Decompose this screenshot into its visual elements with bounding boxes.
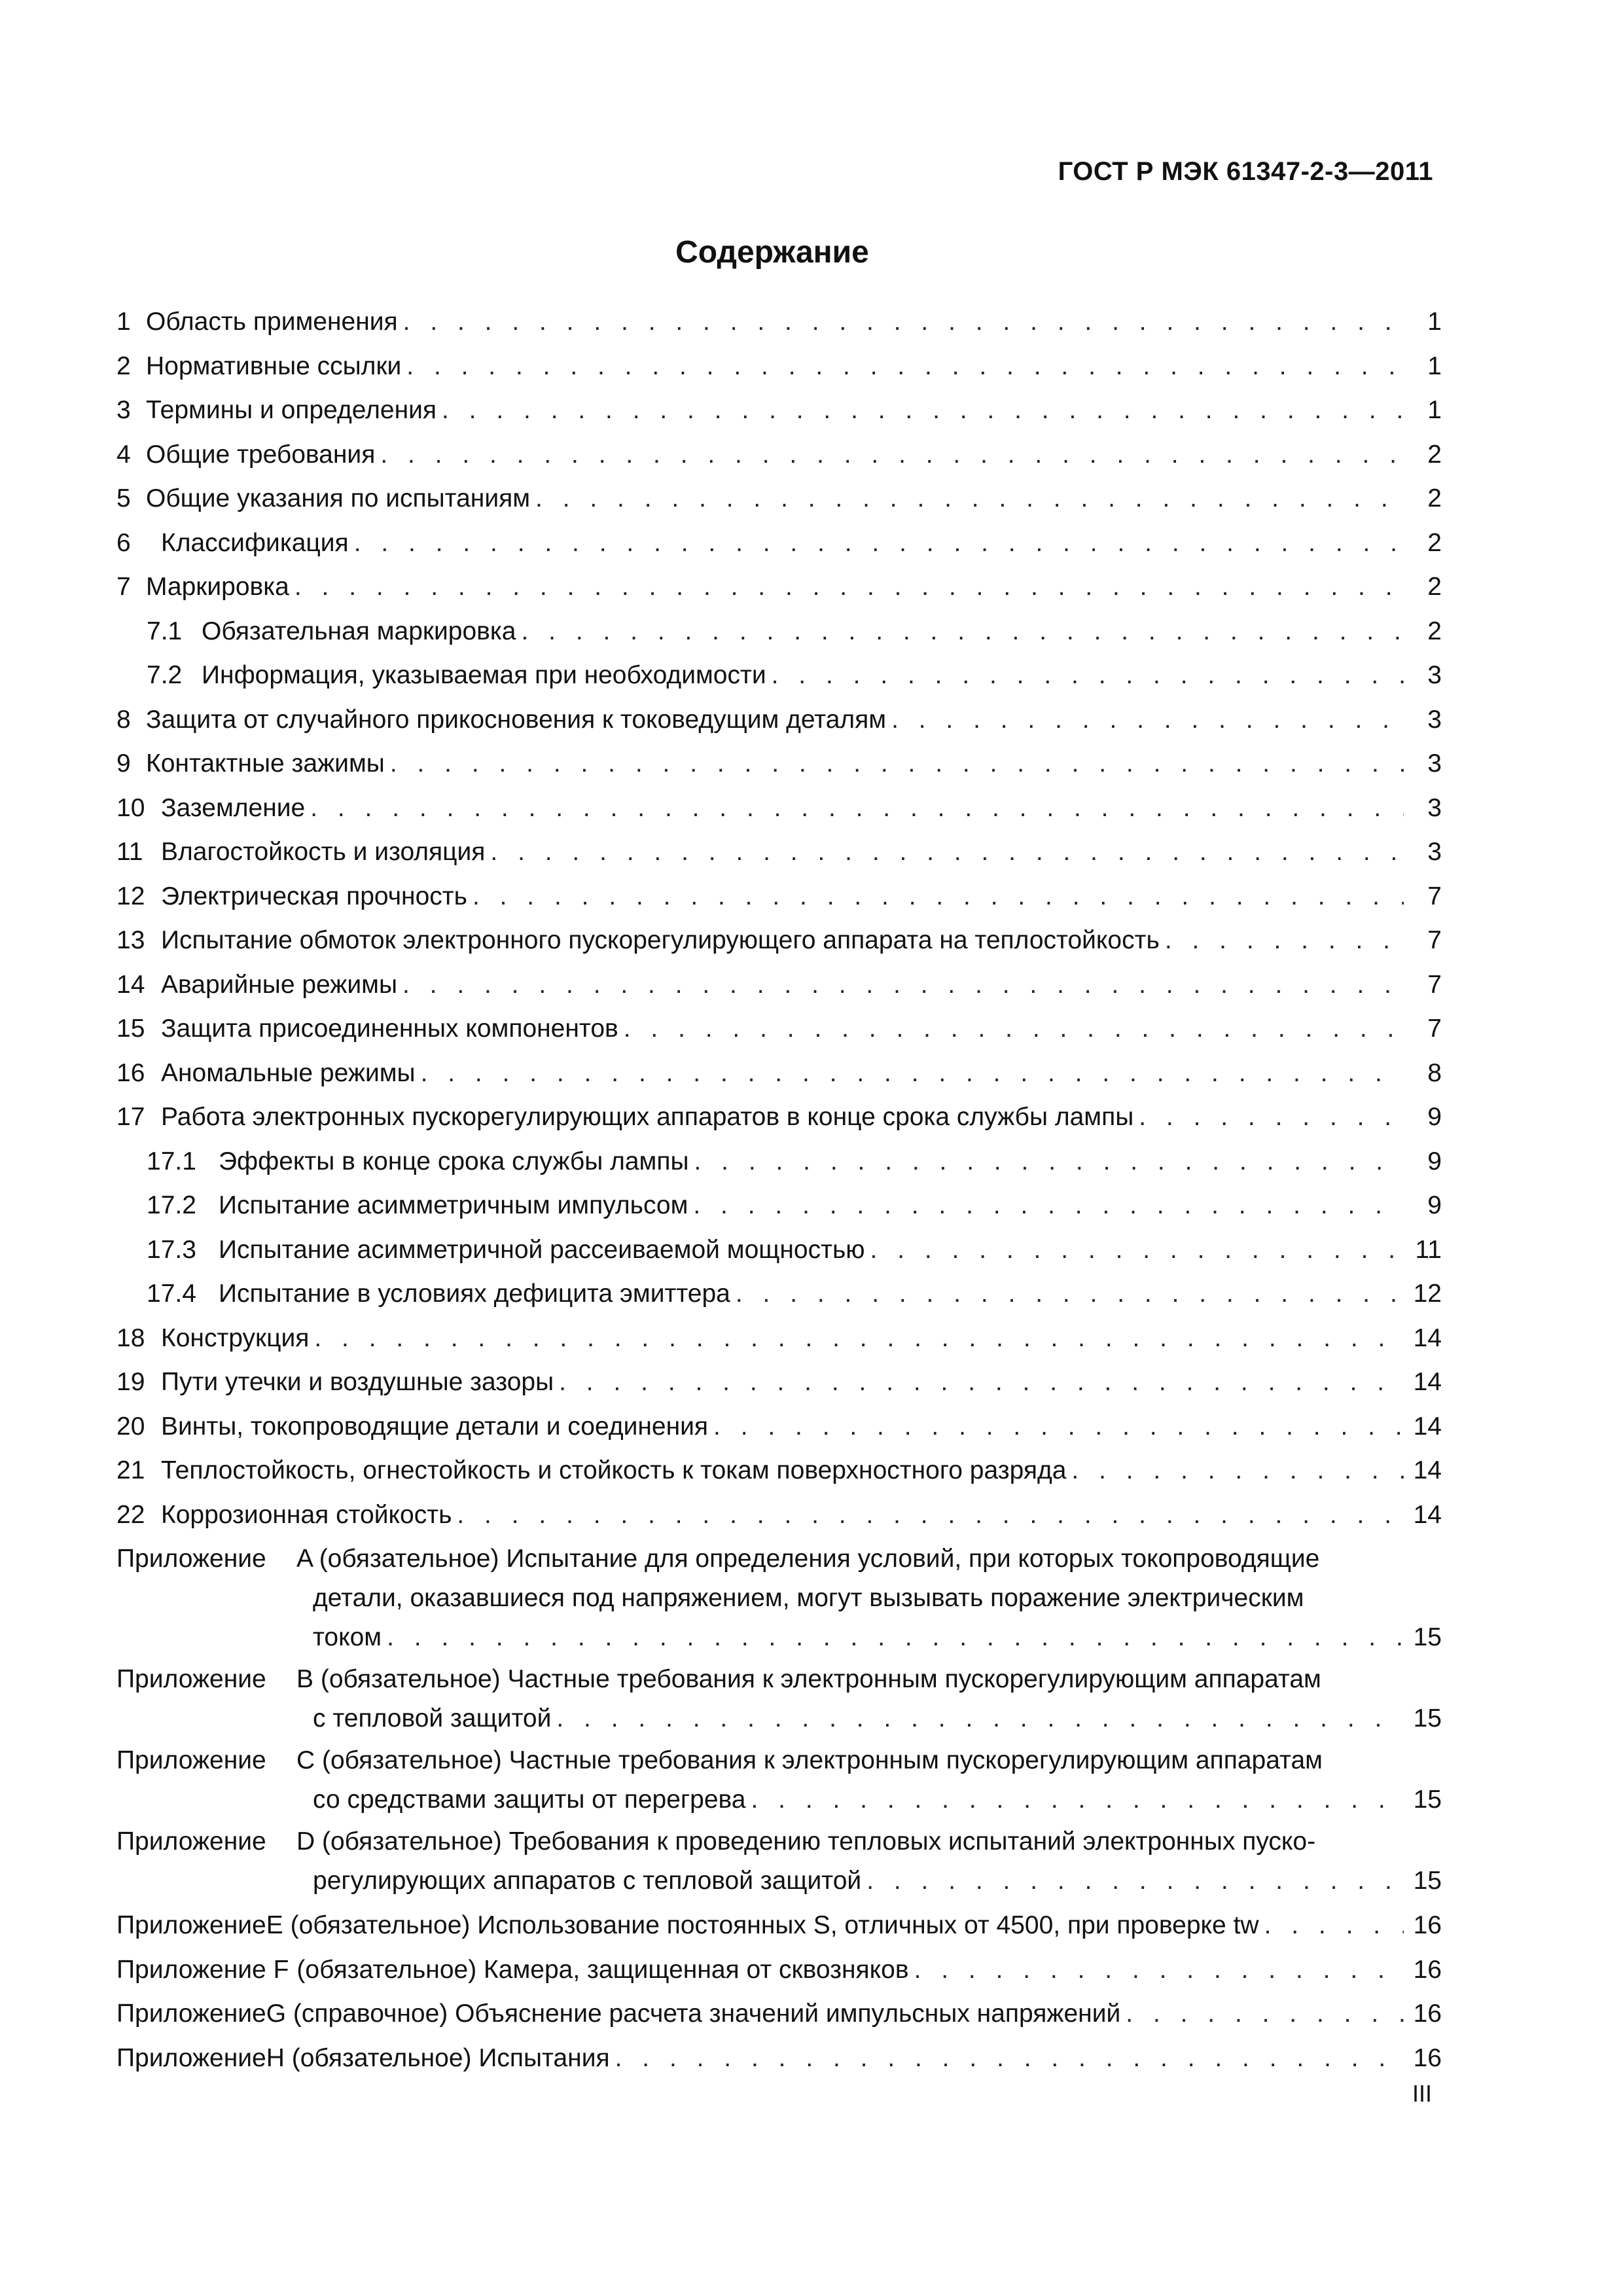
toc-entry-number: 17.1 <box>147 1147 196 1175</box>
dot-leader <box>891 698 1404 742</box>
appendix-page: 16 <box>1413 2000 1442 2028</box>
appendix-entry[interactable] <box>116 1992 1442 2036</box>
appendix-title-line: H (обязательное) Испытания <box>266 2043 610 2072</box>
toc-entry[interactable] <box>116 1095 1442 1139</box>
appendix-entry[interactable] <box>116 1903 1442 1948</box>
dot-leader <box>772 653 1404 698</box>
toc-entry-number: 22 <box>116 1500 145 1529</box>
appendix-label: Приложение <box>116 1911 266 1939</box>
appendix-title-line: C (обязательное) Частные требования к электронным пускорегулирующим аппаратам <box>296 1746 1323 1774</box>
toc-entry-title: Аварийные режимы <box>161 970 397 999</box>
appendix-page: 16 <box>1413 2043 1442 2072</box>
toc-entry-title: Влагостойкость и изоляция <box>161 838 486 866</box>
appendix-title-line: со средствами защиты от перегрева <box>313 1785 746 1814</box>
toc-entry-title: Защита от случайного прикосновения к токоведущим деталям <box>146 705 887 734</box>
toc-entry-page: 11 <box>1415 1235 1442 1264</box>
dot-leader <box>1165 918 1404 963</box>
toc-entry-page: 3 <box>1427 705 1442 734</box>
toc-entry-title: Обязательная маркировка <box>202 617 516 645</box>
toc-entry[interactable] <box>116 963 1442 1007</box>
toc-entry-title: Аномальные режимы <box>161 1058 416 1087</box>
toc-entry-title: Испытание асимметричным импульсом <box>219 1191 688 1219</box>
toc-entry-title: Коррозионная стойкость <box>161 1500 452 1529</box>
dot-leader <box>559 1360 1404 1405</box>
appendix-entry[interactable] <box>116 2036 1442 2081</box>
dot-leader <box>354 521 1404 565</box>
toc-entry-page: 2 <box>1427 440 1442 469</box>
dot-leader <box>693 1183 1404 1228</box>
toc-entry-number: 7.1 <box>147 617 183 645</box>
appendix-entry[interactable] <box>116 1822 1442 1901</box>
toc-entry-page: 12 <box>1413 1280 1442 1308</box>
toc-entry-page: 2 <box>1427 617 1442 645</box>
toc-entry-title: Теплостойкость, огнестойкость и стойкость к токам поверхностного разряда <box>161 1456 1067 1484</box>
toc-entry-title: Испытание асимметричной рассеиваемой мощностью <box>219 1235 865 1264</box>
toc-entry[interactable] <box>116 1007 1442 1051</box>
appendix-entry[interactable] <box>116 1948 1442 1992</box>
toc-entry-number: 3 <box>116 396 131 424</box>
toc-subentry[interactable] <box>116 1228 1442 1272</box>
toc-entry-page: 14 <box>1413 1323 1442 1352</box>
toc-entry[interactable] <box>116 1051 1442 1096</box>
toc-entry-number: 8 <box>116 705 131 734</box>
dot-leader <box>556 1699 1404 1738</box>
toc-entry[interactable] <box>116 344 1442 389</box>
toc-entry-page: 3 <box>1427 793 1442 822</box>
toc-entry-page: 7 <box>1427 926 1442 954</box>
toc-entry-page: 1 <box>1427 308 1442 336</box>
toc-entry-title: Термины и определения <box>146 396 437 424</box>
page-number: III <box>1412 2080 1432 2107</box>
toc-entry-page: 7 <box>1427 1014 1442 1043</box>
toc-entry-number: 6 <box>116 528 131 557</box>
dot-leader <box>615 2036 1404 2081</box>
dot-leader <box>490 830 1404 874</box>
appendix-label: Приложение <box>116 1545 266 1573</box>
toc-entry-title: Электрическая прочность <box>161 882 467 910</box>
toc-entry-page: 1 <box>1427 396 1442 424</box>
toc-entry[interactable] <box>116 565 1442 609</box>
toc-entry[interactable] <box>116 1448 1442 1493</box>
dot-leader <box>380 433 1404 477</box>
appendix-page: 15 <box>1413 1785 1442 1814</box>
toc-subentry[interactable] <box>116 1272 1442 1316</box>
dot-leader <box>694 1139 1404 1184</box>
appendix-page: 15 <box>1413 1704 1442 1732</box>
page-title: Содержание <box>675 235 869 270</box>
toc-entry-title: Нормативные ссылки <box>146 351 402 380</box>
toc-entry-title: Работа электронных пускорегулирующих аппаратов в конце срока службы лампы <box>161 1103 1134 1131</box>
document-code: ГОСТ Р МЭК 61347-2-3—2011 <box>1058 157 1433 186</box>
dot-leader <box>521 609 1404 654</box>
toc-entry-number: 1 <box>116 308 131 336</box>
toc-entry-number: 2 <box>116 351 131 380</box>
dot-leader <box>402 963 1404 1007</box>
toc-entry-number: 14 <box>116 970 145 999</box>
appendix-page: 15 <box>1413 1867 1442 1895</box>
toc-entry-page: 3 <box>1427 661 1442 689</box>
toc-entry[interactable] <box>116 698 1442 742</box>
toc-entry-number: 17.3 <box>147 1235 196 1264</box>
toc-entry-page: 14 <box>1413 1412 1442 1441</box>
dot-leader <box>421 1051 1404 1096</box>
dot-leader <box>457 1493 1404 1537</box>
toc-entry-page: 14 <box>1413 1456 1442 1484</box>
dot-leader <box>624 1007 1404 1051</box>
toc-entry-page: 14 <box>1413 1368 1442 1396</box>
toc-entry[interactable] <box>116 433 1442 477</box>
appendix-title-line: G (справочное) Объяснение расчета значений импульсных напряжений <box>266 2000 1121 2028</box>
toc-subentry[interactable] <box>116 1139 1442 1184</box>
appendix-label: Приложение <box>116 1827 266 1856</box>
toc-entry-page: 7 <box>1427 970 1442 999</box>
appendix-entry[interactable] <box>116 1539 1442 1657</box>
toc-entry-page: 7 <box>1427 882 1442 910</box>
toc-entry-title: Пути утечки и воздушные зазоры <box>161 1368 554 1396</box>
toc-entry-title: Испытание в условиях дефицита эмиттера <box>219 1280 730 1308</box>
toc-entry-title: Общие указания по испытаниям <box>146 484 531 512</box>
dot-leader <box>736 1272 1404 1316</box>
toc-subentry[interactable] <box>116 609 1442 654</box>
dot-leader <box>713 1405 1404 1449</box>
dot-leader <box>1264 1903 1404 1948</box>
dot-leader <box>473 874 1404 919</box>
dot-leader <box>442 388 1404 433</box>
appendix-title-line: B (обязательное) Частные требования к электронным пускорегулирующим аппаратам <box>296 1665 1321 1693</box>
appendix-title-line: E (обязательное) Использование постоянных S, отличных от 4500, при проверке tw <box>266 1911 1259 1939</box>
appendix-title-line: с тепловой защитой <box>313 1704 552 1732</box>
toc-entry-number: 4 <box>116 440 131 469</box>
toc-entry[interactable] <box>116 786 1442 831</box>
toc-entry[interactable] <box>116 918 1442 963</box>
dot-leader <box>387 1618 1404 1657</box>
dot-leader <box>1139 1095 1404 1139</box>
appendix-page: 16 <box>1413 1911 1442 1939</box>
dot-leader <box>535 476 1404 521</box>
toc-entry-page: 2 <box>1427 573 1442 601</box>
toc-entry[interactable] <box>116 874 1442 919</box>
toc-entry-title: Классификация <box>161 528 349 557</box>
toc-entry-number: 12 <box>116 882 145 910</box>
toc-entry-page: 2 <box>1427 528 1442 557</box>
toc-entry-number: 9 <box>116 749 131 778</box>
appendix-title-line: D (обязательное) Требования к проведению тепловых испытаний электронных пуско- <box>296 1827 1316 1856</box>
toc-entry[interactable] <box>116 830 1442 874</box>
toc-entry-title: Испытание обмоток электронного пускорегулирующего аппарата на теплостойкость <box>161 926 1160 954</box>
dot-leader <box>870 1228 1404 1272</box>
appendix-title-line: детали, оказавшиеся под напряжением, могут вызывать поражение электрическим <box>313 1584 1304 1612</box>
toc-entry-page: 3 <box>1427 838 1442 866</box>
appendix-page: 15 <box>1413 1623 1442 1651</box>
toc-entry-page: 9 <box>1427 1191 1442 1219</box>
toc-entry[interactable] <box>116 476 1442 521</box>
dot-leader <box>390 742 1404 786</box>
toc-entry[interactable] <box>116 742 1442 786</box>
toc-entry-number: 21 <box>116 1456 145 1484</box>
appendix-title-line: регулирующих аппаратов с тепловой защитой <box>313 1867 862 1895</box>
toc-entry-title: Маркировка <box>146 573 289 601</box>
toc-entry-title: Защита присоединенных компонентов <box>161 1014 618 1043</box>
toc-entry-page: 3 <box>1427 749 1442 778</box>
toc-entry-number: 17 <box>116 1103 145 1131</box>
dot-leader <box>294 565 1404 609</box>
toc-entry-title: Конструкция <box>161 1323 310 1352</box>
toc-entry-number: 7.2 <box>147 661 183 689</box>
dot-leader <box>403 300 1404 344</box>
appendix-label: Приложение <box>116 1665 266 1693</box>
toc-entry-page: 1 <box>1427 351 1442 380</box>
toc-entry-title: Эффекты в конце срока службы лампы <box>219 1147 689 1175</box>
appendix-label: Приложение F <box>116 1955 289 1984</box>
toc-entry-page: 9 <box>1427 1147 1442 1175</box>
dot-leader <box>406 344 1404 389</box>
toc-entry-title: Область применения <box>146 308 398 336</box>
appendix-label: Приложение <box>116 2043 266 2072</box>
toc-entry[interactable] <box>116 1360 1442 1405</box>
dot-leader <box>751 1780 1404 1820</box>
toc-entry-page: 8 <box>1427 1058 1442 1087</box>
toc-entry-page: 2 <box>1427 484 1442 512</box>
dot-leader <box>1126 1992 1404 2036</box>
appendix-entry[interactable] <box>116 1660 1442 1738</box>
dot-leader <box>1071 1448 1404 1493</box>
toc-entry-title: Контактные зажимы <box>146 749 385 778</box>
toc-entry-number: 10 <box>116 793 145 822</box>
toc-entry-page: 9 <box>1427 1103 1442 1131</box>
toc-entry[interactable] <box>116 388 1442 433</box>
appendix-entry[interactable] <box>116 1741 1442 1820</box>
toc-entry-number: 15 <box>116 1014 145 1043</box>
dot-leader <box>310 786 1404 831</box>
appendix-title-line: током <box>313 1623 382 1651</box>
appendix-label: Приложение <box>116 2000 266 2028</box>
appendix-title-line: (обязательное) Камера, защищенная от сквозняков <box>296 1955 909 1984</box>
toc-entry-number: 19 <box>116 1368 145 1396</box>
toc-entry-title: Винты, токопроводящие детали и соединения <box>161 1412 709 1441</box>
toc-entry-title: Общие требования <box>146 440 376 469</box>
toc-entry[interactable] <box>116 1493 1442 1537</box>
toc-entry-page: 14 <box>1413 1500 1442 1529</box>
toc-entry-number: 7 <box>116 573 131 601</box>
toc-entry-number: 5 <box>116 484 131 512</box>
dot-leader <box>314 1316 1404 1361</box>
toc-entry-number: 11 <box>116 838 143 866</box>
appendix-title-line: A (обязательное) Испытание для определения условий, при которых токопроводящие <box>296 1545 1320 1573</box>
toc-entry[interactable] <box>116 300 1442 344</box>
toc-subentry[interactable] <box>116 1183 1442 1228</box>
toc-entry-number: 17.2 <box>147 1191 196 1219</box>
toc-entry-number: 18 <box>116 1323 145 1352</box>
toc-subentry[interactable] <box>116 653 1442 698</box>
toc-entry-number: 13 <box>116 926 145 954</box>
toc-entry-title: Заземление <box>161 793 306 822</box>
dot-leader <box>866 1861 1404 1901</box>
toc-entry[interactable] <box>116 1316 1442 1361</box>
toc-entry-number: 17.4 <box>147 1280 196 1308</box>
appendix-page: 16 <box>1413 1955 1442 1984</box>
dot-leader <box>914 1948 1404 1992</box>
appendix-label: Приложение <box>116 1746 266 1774</box>
toc-entry-title: Информация, указываемая при необходимости <box>202 661 766 689</box>
toc-entry-number: 20 <box>116 1412 145 1441</box>
toc-entry-number: 16 <box>116 1058 145 1087</box>
toc-entry[interactable] <box>116 1405 1442 1449</box>
table-of-contents <box>116 300 1442 2080</box>
toc-entry[interactable] <box>116 521 1442 565</box>
